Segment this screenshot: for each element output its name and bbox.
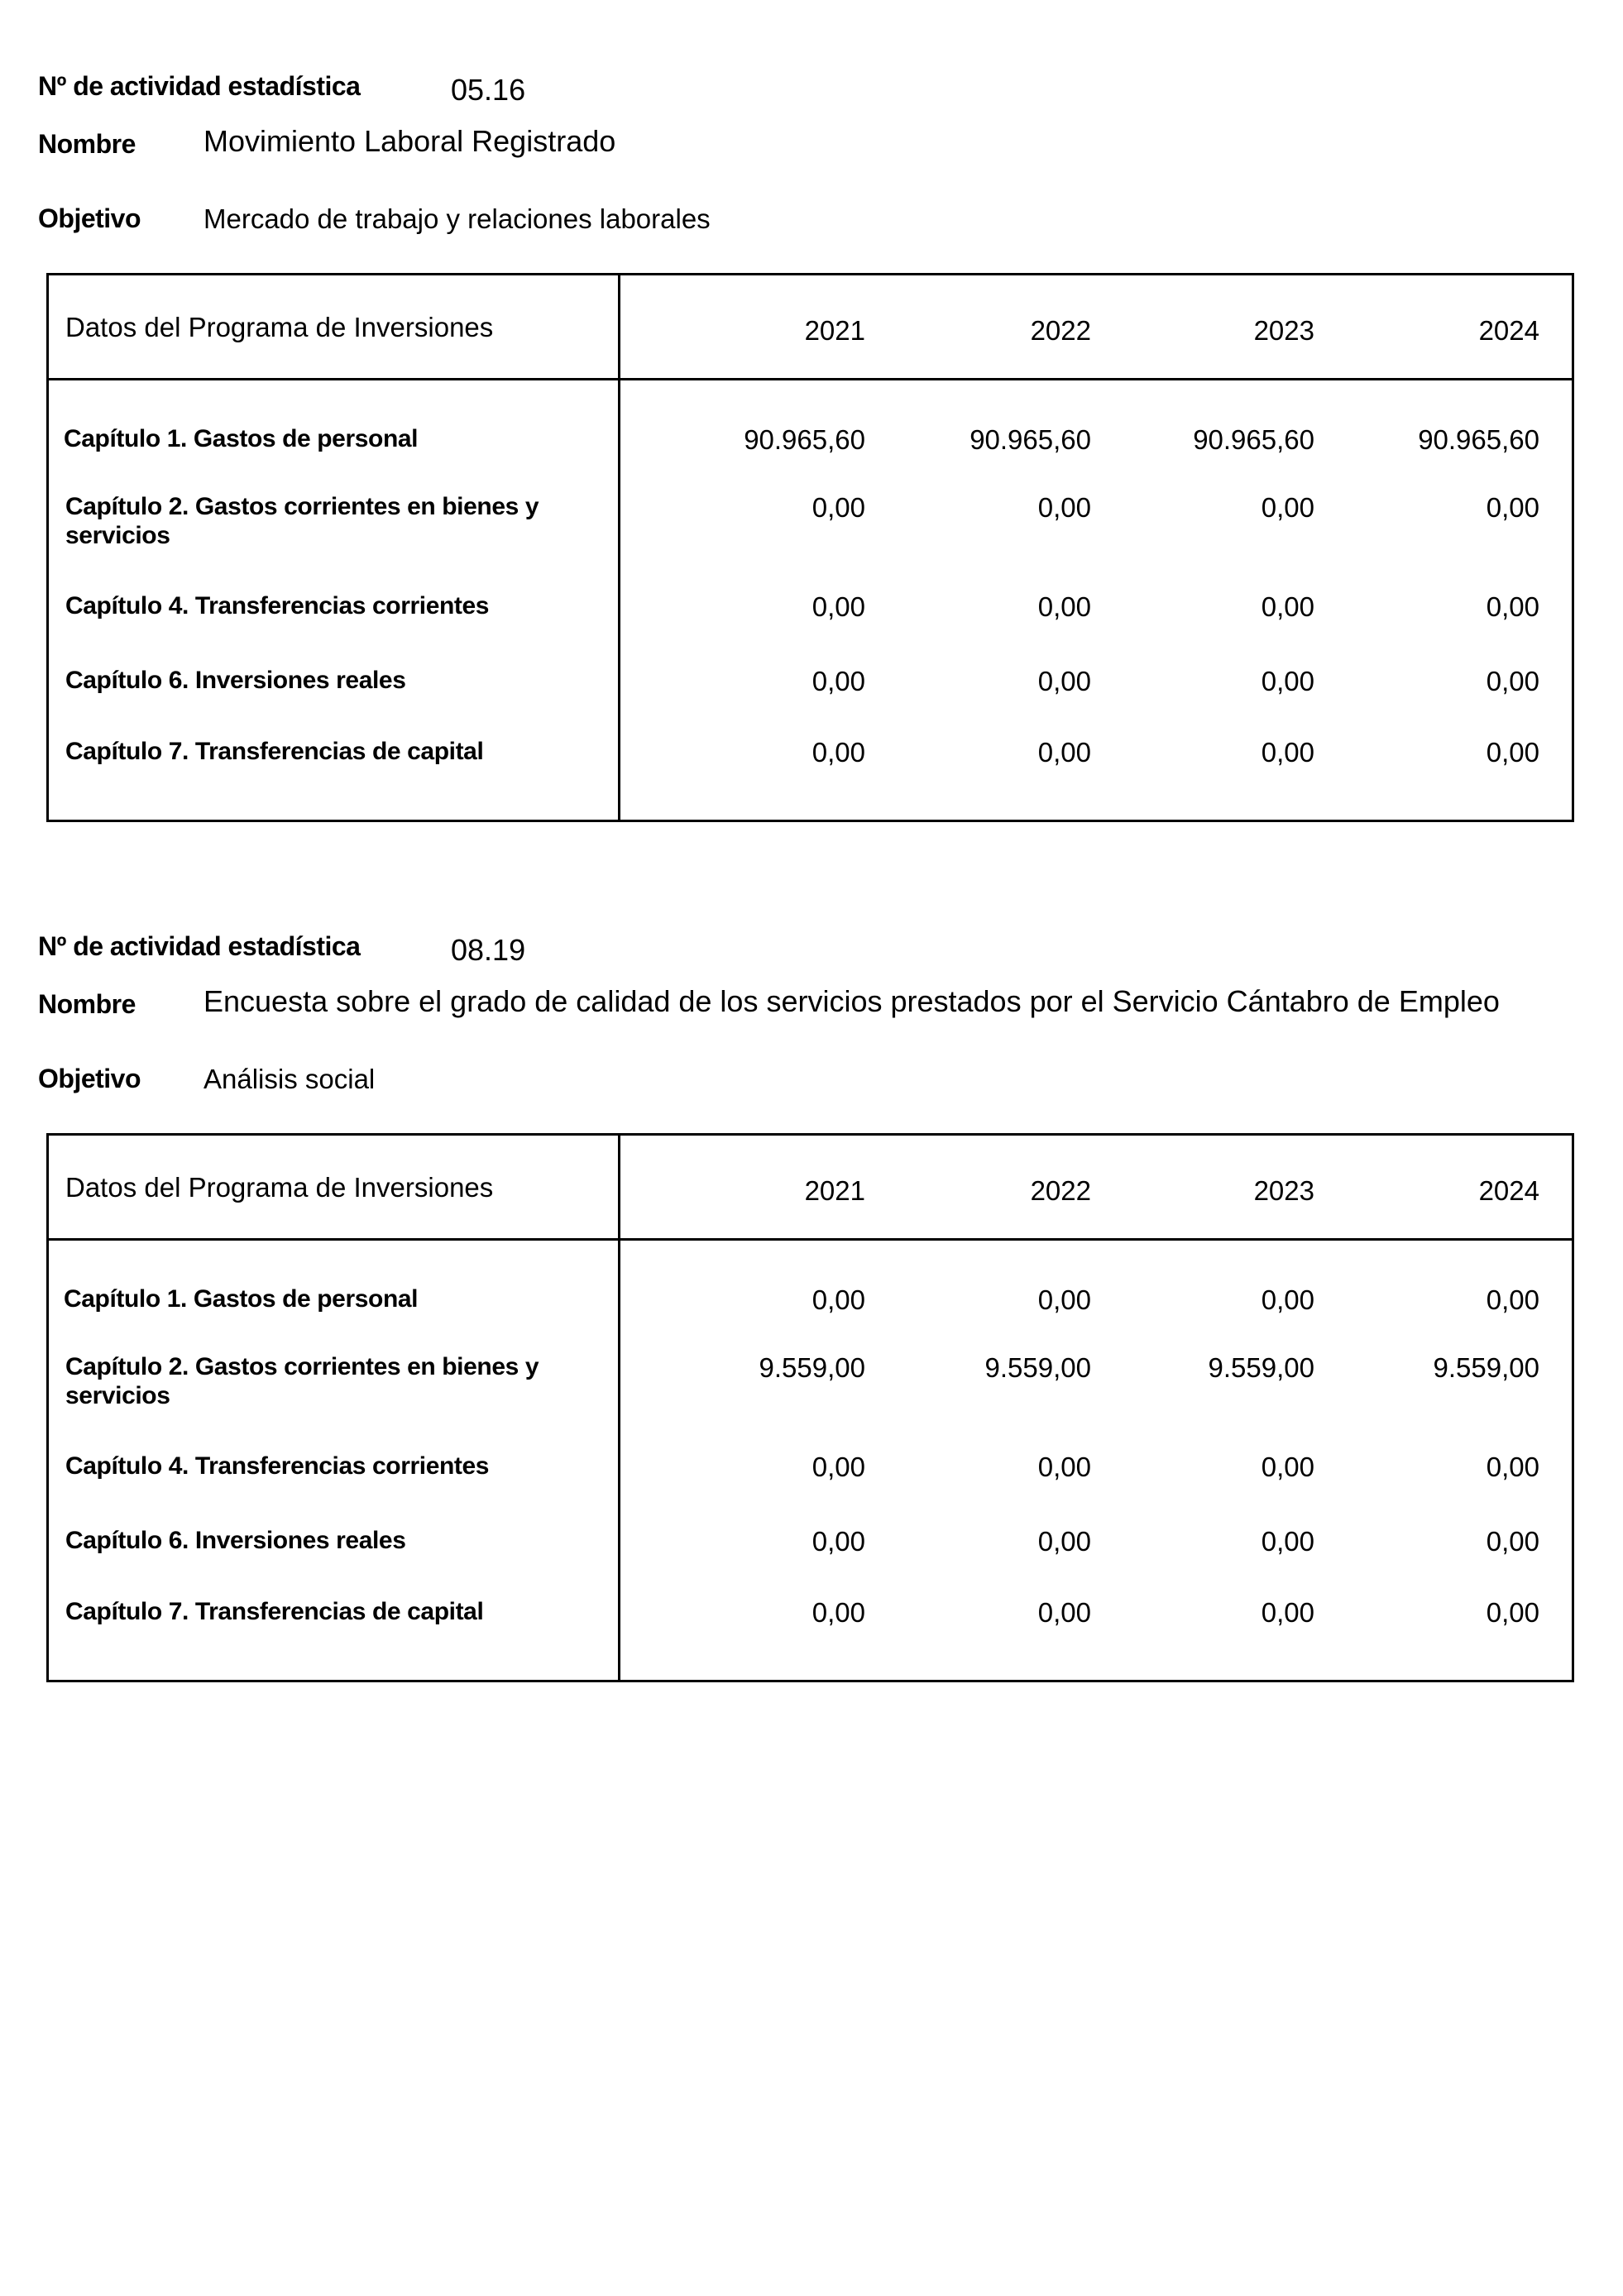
row-value: 0,00	[1261, 591, 1314, 622]
row-value: 0,00	[812, 1526, 865, 1557]
row-value: 0,00	[1261, 737, 1314, 768]
row-label: Capítulo 1. Gastos de personal	[64, 1285, 419, 1313]
row-value: 0,00	[1261, 1526, 1314, 1557]
row-value: 0,00	[1486, 1284, 1539, 1315]
row-value: 0,00	[1037, 1284, 1091, 1315]
row-value: 0,00	[812, 1597, 865, 1628]
year-header: 2024	[1478, 315, 1539, 346]
row-value: 0,00	[1037, 591, 1091, 622]
header-divider	[49, 378, 1572, 380]
row-value: 0,00	[1486, 737, 1539, 768]
year-header: 2022	[1030, 1175, 1091, 1206]
activity-number-value: 08.19	[451, 933, 526, 967]
row-label: Capítulo 1. Gastos de personal	[64, 425, 419, 452]
row-value: 0,00	[1037, 1526, 1091, 1557]
row-value: 0,00	[1486, 591, 1539, 622]
row-label: Capítulo 7. Transferencias de capital	[65, 1598, 484, 1625]
year-header: 2023	[1253, 315, 1314, 346]
row-value: 9.559,00	[1208, 1352, 1314, 1383]
activity-section	[0, 860, 1623, 1687]
row-value: 90.965,60	[1193, 424, 1314, 455]
row-value: 0,00	[1037, 1597, 1091, 1628]
row-value: 9.559,00	[984, 1352, 1091, 1383]
row-value: 0,00	[1261, 492, 1314, 523]
investment-table	[46, 273, 1574, 822]
year-header: 2021	[804, 1175, 865, 1206]
row-value: 0,00	[1261, 1452, 1314, 1482]
row-value: 0,00	[812, 1452, 865, 1482]
row-label: Capítulo 4. Transferencias corrientes	[65, 592, 490, 619]
row-value: 90.965,60	[969, 424, 1091, 455]
investment-table	[46, 1133, 1574, 1682]
row-value: 0,00	[1261, 1284, 1314, 1315]
row-value: 0,00	[1037, 737, 1091, 768]
row-value: 0,00	[812, 492, 865, 523]
column-divider	[618, 1136, 620, 1680]
activity-number-label: Nº de actividad estadística	[38, 931, 361, 961]
activity-section	[0, 0, 1623, 827]
table-header-label: Datos del Programa de Inversiones	[65, 1172, 494, 1203]
header-divider	[49, 1238, 1572, 1241]
row-label: Capítulo 7. Transferencias de capital	[65, 738, 484, 765]
row-value: 90.965,60	[744, 424, 865, 455]
row-value: 0,00	[1486, 666, 1539, 696]
table-header-label: Datos del Programa de Inversiones	[65, 312, 494, 342]
year-header: 2022	[1030, 315, 1091, 346]
row-value: 0,00	[1037, 492, 1091, 523]
row-value: 0,00	[1486, 1597, 1539, 1628]
activity-number-value: 05.16	[451, 73, 526, 107]
row-value: 90.965,60	[1418, 424, 1539, 455]
column-divider	[618, 275, 620, 820]
name-value: Movimiento Laboral Registrado	[203, 124, 616, 158]
year-header: 2023	[1253, 1175, 1314, 1206]
row-label: Capítulo 6. Inversiones reales	[65, 667, 406, 694]
row-value: 0,00	[1486, 492, 1539, 523]
row-label: Capítulo 2. Gastos corrientes en bienes y servicios	[65, 1353, 539, 1409]
row-value: 0,00	[812, 666, 865, 696]
objective-value: Mercado de trabajo y relaciones laborales	[203, 203, 711, 234]
row-value: 0,00	[812, 1284, 865, 1315]
row-value: 0,00	[1261, 666, 1314, 696]
row-value: 0,00	[1261, 1597, 1314, 1628]
name-label: Nombre	[38, 129, 136, 159]
objective-label: Objetivo	[38, 203, 141, 233]
row-value: 9.559,00	[1433, 1352, 1539, 1383]
row-value: 0,00	[812, 591, 865, 622]
row-value: 9.559,00	[759, 1352, 865, 1383]
objective-label: Objetivo	[38, 1064, 141, 1093]
row-label: Capítulo 4. Transferencias corrientes	[65, 1452, 490, 1480]
row-value: 0,00	[812, 737, 865, 768]
name-label: Nombre	[38, 989, 136, 1019]
row-value: 0,00	[1486, 1452, 1539, 1482]
objective-value: Análisis social	[203, 1064, 376, 1094]
row-label: Capítulo 6. Inversiones reales	[65, 1527, 406, 1554]
name-value: Encuesta sobre el grado de calidad de los servicios prestados por el Servicio Cántabro de Empleo	[203, 984, 1500, 1018]
row-value: 0,00	[1486, 1526, 1539, 1557]
row-value: 0,00	[1037, 666, 1091, 696]
activity-number-label: Nº de actividad estadística	[38, 71, 361, 101]
row-value: 0,00	[1037, 1452, 1091, 1482]
year-header: 2024	[1478, 1175, 1539, 1206]
row-label: Capítulo 2. Gastos corrientes en bienes y servicios	[65, 493, 539, 549]
year-header: 2021	[804, 315, 865, 346]
